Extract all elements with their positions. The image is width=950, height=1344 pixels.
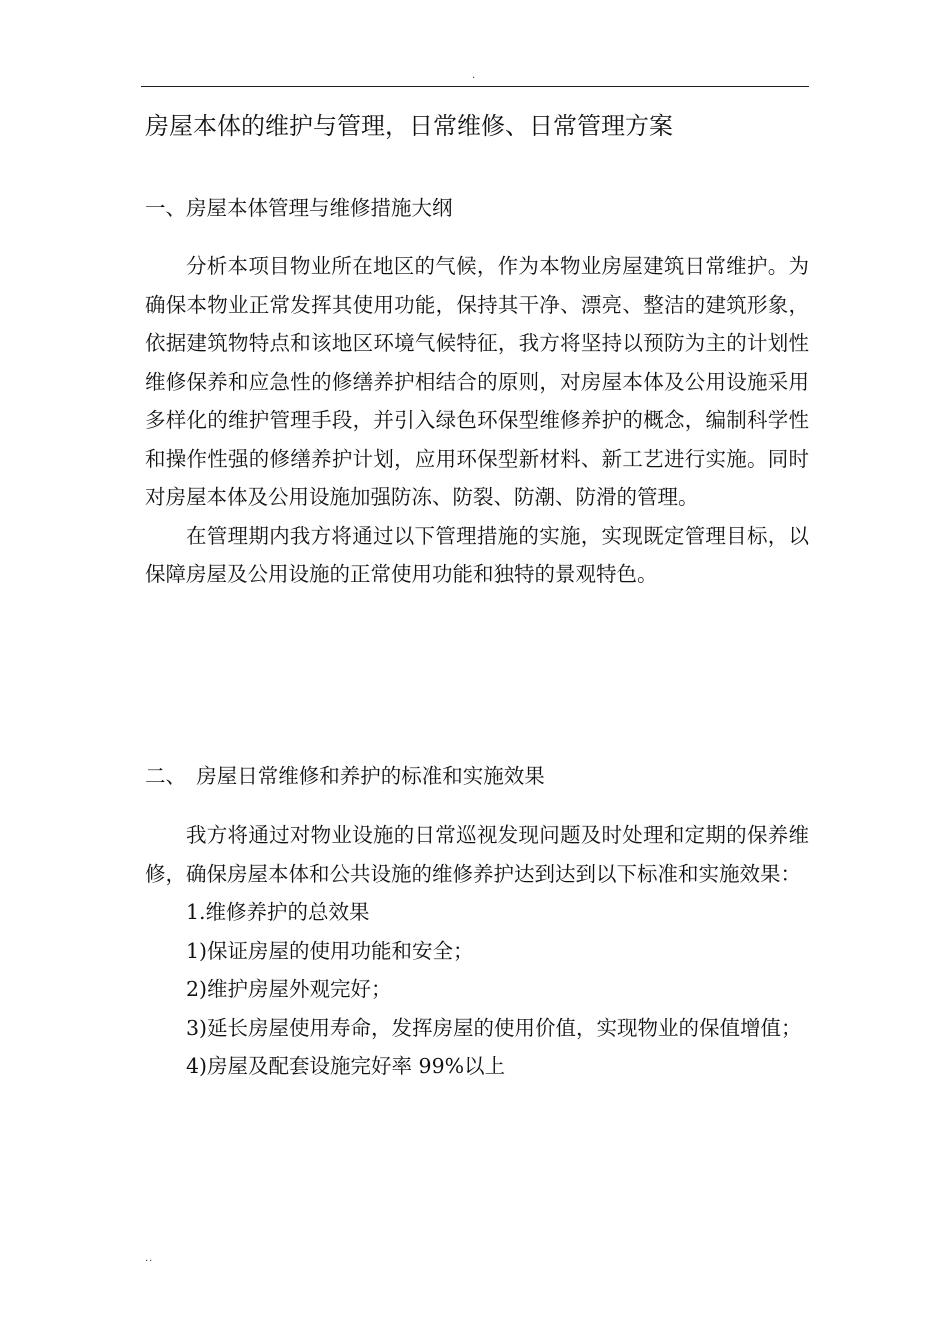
list-subheading: 1.维修养护的总效果	[186, 900, 370, 924]
list-item: 3)延长房屋使用寿命，发挥房屋的使用价值，实现物业的保值增值；	[186, 1015, 802, 1040]
paragraph: 分析本项目物业所在地区的气候，作为本物业房屋建筑日常维护。为确保本物业正常发挥其使用功能，保持其干净、漂亮、整洁的建筑形象，依据建筑物特点和该地区环境气候特征，我方将坚持以预防为主的计划性维修保养和应急性的修缮养护相结合的原则，对房屋本体及公用设施采用多样化的维护管理手段，并引入绿色环保型维修养护的概念，编制科学性和操作性强的修缮养护计划，应用环保型新材料、新工艺进行实施。同时对房屋本体及公用设施加强防冻、防裂、防潮、防滑的管理。	[145, 254, 809, 509]
list-item: 1)保证房屋的使用功能和安全；	[186, 938, 474, 963]
section-1-body	[145, 247, 809, 594]
section-heading-1: 一、房屋本体管理与维修措施大纲	[145, 196, 453, 220]
header-mark: .	[472, 70, 476, 81]
list-item: 2)维护房屋外观完好；	[186, 977, 392, 1001]
footer-mark: ..	[145, 1253, 154, 1264]
section-heading-2: 二、 房屋日常维修和养护的标准和实施效果	[145, 764, 545, 788]
document-title: 房屋本体的维护与管理，日常维修、日常管理方案	[145, 112, 673, 140]
paragraph: 我方将通过对物业设施的日常巡视发现问题及时处理和定期的保养维修，确保房屋本体和公共设施的维修养护达到达到以下标准和实施效果：	[145, 823, 809, 886]
paragraph: 在管理期内我方将通过以下管理措施的实施，实现既定管理目标，以保障房屋及公用设施的正常使用功能和独特的景观特色。	[145, 523, 809, 586]
section-2-body	[145, 816, 809, 1086]
header-rule	[141, 86, 809, 87]
list-item: 4)房屋及配套设施完好率 99%以上	[186, 1054, 506, 1078]
